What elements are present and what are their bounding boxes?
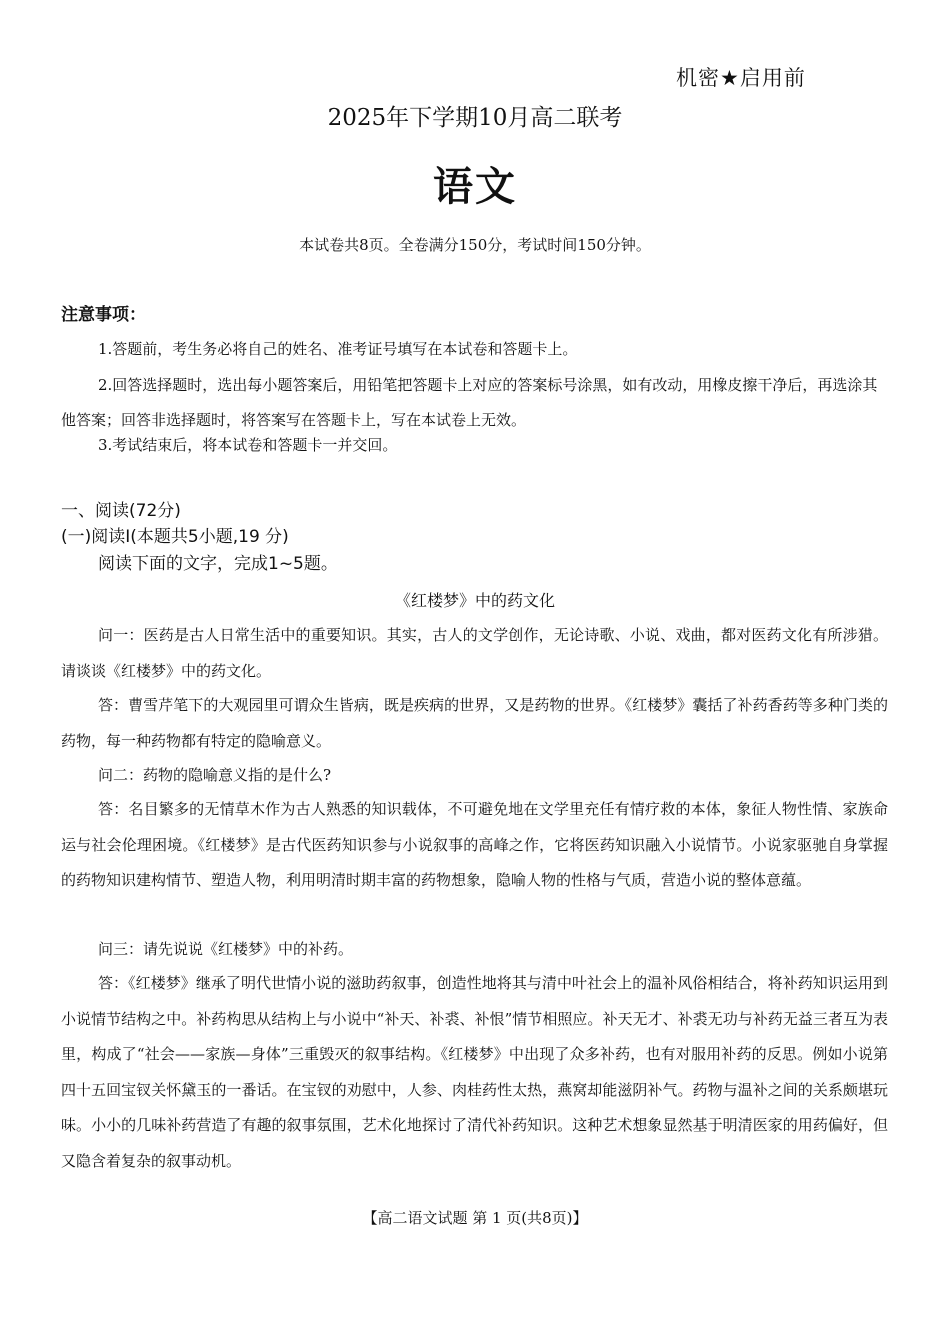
notice-item-3: 3.考试结束后，将本试卷和答题卡一并交回。 (98, 436, 398, 454)
notice-item-2: 2.回答选择题时，选出每小题答案后，用铅笔把答题卡上对应的答案标号涂黑，如有改动，用橡皮擦干净后，再选涂其他答案；回答非选择题时，将答案写在答题卡上，写在本试卷上无效。 (61, 376, 878, 429)
article-paragraph-2: 答：曹雪芹笔下的大观园里可谓众生皆病，既是疾病的世界，又是药物的世界。《红楼梦》囊括了补药香药等多种门类的药物，每一种药物都有特定的隐喻意义。 (61, 696, 888, 750)
subject-title: 语文 (433, 164, 517, 210)
page-footer: 【高二语文试题 第 1 页(共8页)】 (362, 1209, 588, 1227)
exam-title: 2025年下学期10月高二联考 (327, 105, 623, 131)
article-paragraph-1: 问一：医药是古人日常生活中的重要知识。其实，古人的文学创作，无论诗歌、小说、戏曲，都对医药文化有所涉猎。请谈谈《红楼梦》中的药文化。 (61, 626, 888, 680)
notice-item-1: 1.答题前，考生务必将自己的姓名、准考证号填写在本试卷和答题卡上。 (98, 340, 578, 358)
article-paragraph-3: 问二：药物的隐喻意义指的是什么? (98, 766, 332, 784)
article-paragraph-5: 问三：请先说说《红楼梦》中的补药。 (98, 940, 354, 958)
notice-heading: 注意事项： (61, 305, 146, 325)
question-instruction: 阅读下面的文字，完成1~5题。 (98, 554, 338, 574)
exam-info: 本试卷共8页。全卷满分150分，考试时间150分钟。 (299, 236, 651, 254)
sub-section-heading: (一)阅读Ⅰ(本题共5小题,19 分) (61, 527, 289, 547)
section-heading: 一、阅读(72分) (61, 501, 181, 521)
article-paragraph-4: 答：名目繁多的无情草木作为古人熟悉的知识载体，不可避免地在文学里充任有情疗救的本体，象征人物性情、家族命运与社会伦理困境。《红楼梦》是古代医药知识参与小说叙事的高峰之作，它将医药知识融入小说情节。小说家驱驰自身掌握的药物知识建构情节、塑造人物，利用明清时期丰富的药物想象，隐喻人物的性格与气质，营造小说的整体意蕴。 (61, 800, 888, 889)
article-paragraph-6: 答：《红楼梦》继承了明代世情小说的滋助药叙事，创造性地将其与清中叶社会上的温补风俗相结合，将补药知识运用到小说情节结构之中。补药构思从结构上与小说中“补天、补裘、补恨”情节相照应。补天无才、补裘无功与补药无益三者互为表里，构成了“社会——家族—身体”三重毁灭的叙事结构。《红楼梦》中出现了众多补药，也有对服用补药的反思。例如小说第四十五回宝钗关怀黛玉的一番话。在宝钗的劝慰中，人参、肉桂药性太热，燕窝却能滋阴补气。药物与温补之间的关系颇堪玩味。小小的几味补药营造了有趣的叙事氛围，艺术化地探讨了清代补药知识。这种艺术想象显然基于明清医家的用药偏好，但又隐含着复杂的叙事动机。 (61, 974, 888, 1170)
confidential-label: 机密★启用前 (676, 66, 806, 90)
article-title: 《红楼梦》中的药文化 (394, 591, 555, 610)
